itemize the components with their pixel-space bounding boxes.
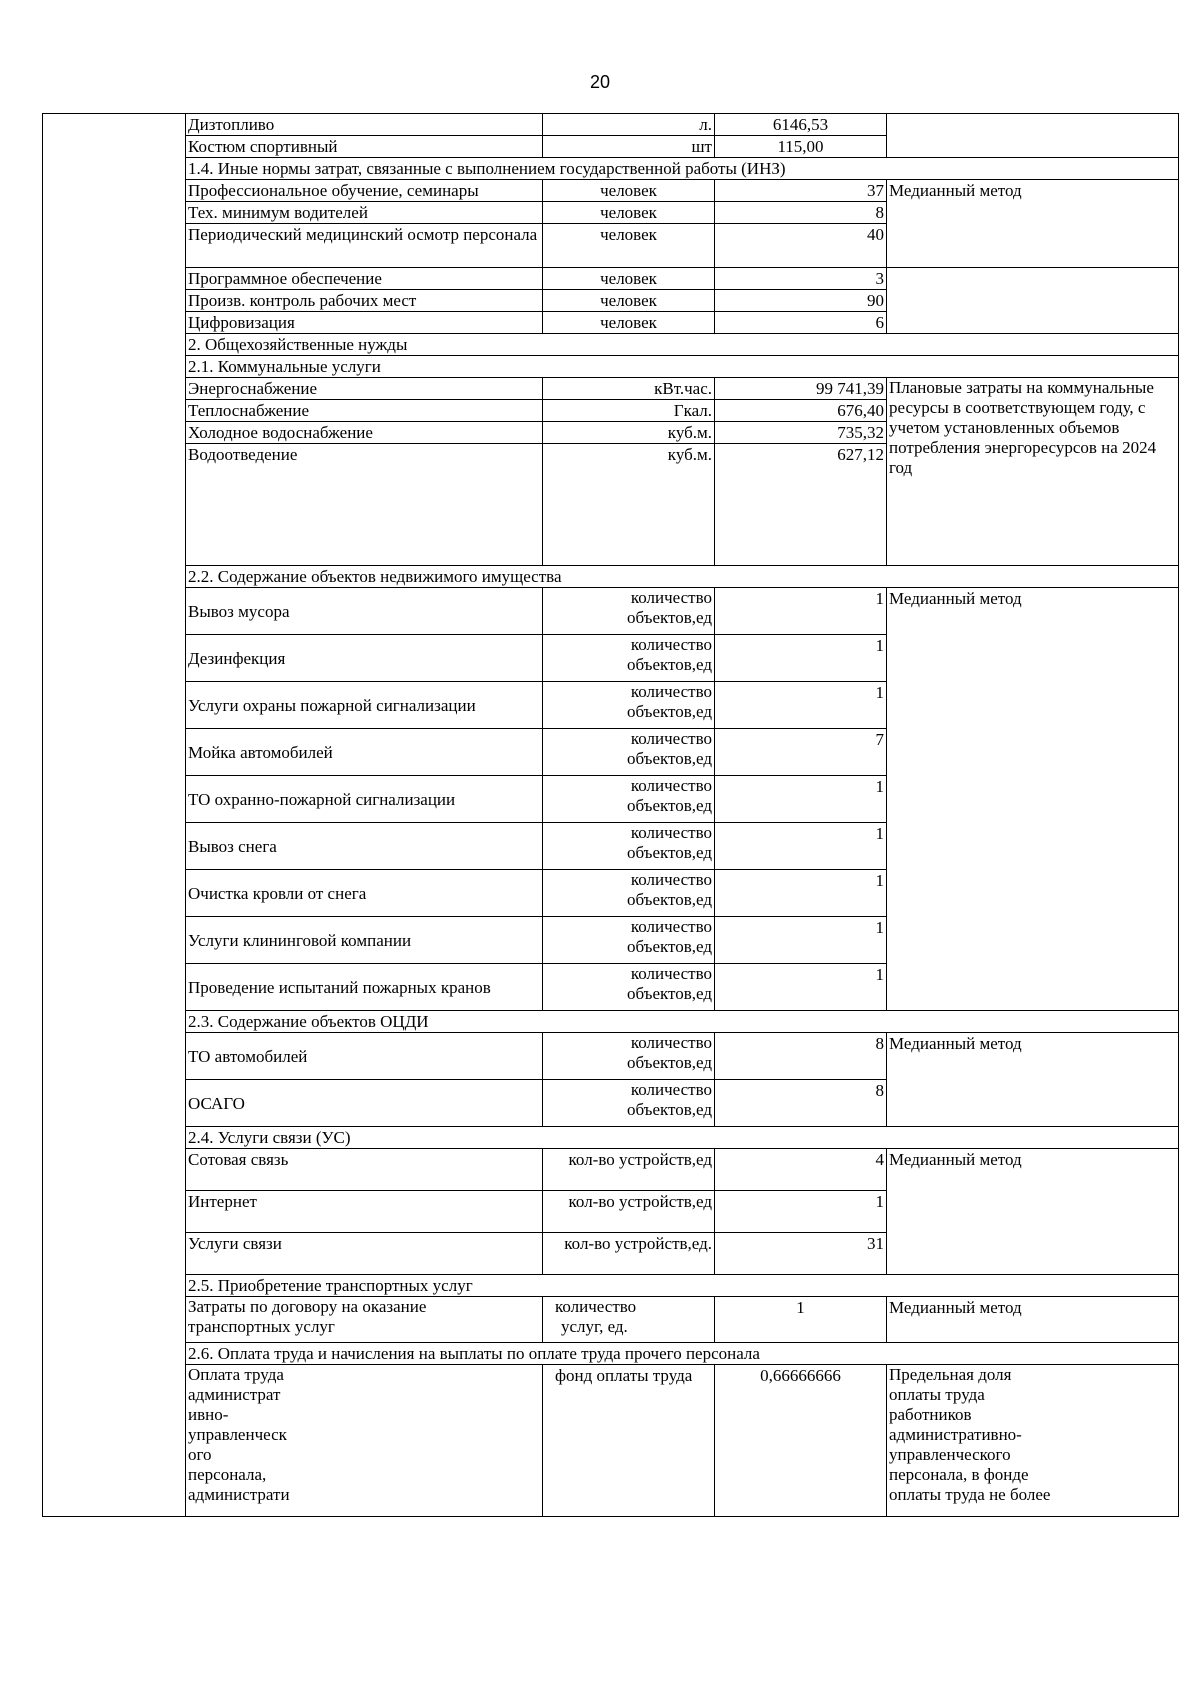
row-name: Профессиональное обучение, семинары <box>186 180 543 202</box>
unit-line: количество <box>555 1297 637 1316</box>
table-row <box>43 1365 1179 1517</box>
page-number: 20 <box>589 72 611 92</box>
row-value: 40 <box>715 224 887 268</box>
row-unit: кол-во устройств,ед. <box>543 1233 715 1275</box>
row-unit: человек <box>543 268 715 290</box>
unit-line: объектов,ед <box>626 702 712 721</box>
row-name: Цифровизация <box>186 312 543 334</box>
method-note: Медианный метод <box>887 1149 1179 1275</box>
row-name: Дизтопливо <box>186 114 543 136</box>
row-value: 676,40 <box>715 400 887 422</box>
section-title-2-5: 2.5. Приобретение транспортных услуг <box>186 1275 1179 1297</box>
name-line: управленческ <box>188 1425 287 1444</box>
row-name: Произв. контроль рабочих мест <box>186 290 543 312</box>
row-name: Теплоснабжение <box>186 400 543 422</box>
method-note: Медианный метод <box>887 1297 1179 1343</box>
row-unit <box>543 682 715 729</box>
row-unit: кол-во устройств,ед <box>543 1149 715 1191</box>
row-name: Периодический медицинский осмотр персонала <box>186 224 543 268</box>
row-unit: кВт.час. <box>543 378 715 400</box>
row-name: Дезинфекция <box>186 635 543 682</box>
row-name: Услуги связи <box>186 1233 543 1275</box>
note-line: Предельная доля <box>889 1365 1012 1384</box>
row-value: 6146,53 <box>715 114 887 136</box>
row-name: Услуги клининговой компании <box>186 917 543 964</box>
method-note: Медианный метод <box>887 180 1179 268</box>
section-header <box>43 356 1179 378</box>
row-value: 735,32 <box>715 422 887 444</box>
row-name: Сотовая связь <box>186 1149 543 1191</box>
row-value: 1 <box>715 917 887 964</box>
unit-line: количество <box>630 729 712 748</box>
row-unit: кол-во устройств,ед <box>543 1191 715 1233</box>
unit-line: услуг, ед. <box>561 1317 628 1336</box>
unit-line: количество <box>630 588 712 607</box>
unit-line: объектов,ед <box>626 796 712 815</box>
unit-line: количество <box>630 870 712 889</box>
unit-line: количество <box>630 1033 712 1052</box>
section-header <box>43 1127 1179 1149</box>
table-row <box>43 114 1179 136</box>
note-line: персонала, в фонде <box>889 1465 1029 1484</box>
row-value: 1 <box>715 964 887 1011</box>
row-value: 8 <box>715 1080 887 1127</box>
unit-line: количество <box>630 1080 712 1099</box>
section-title-2-1: 2.1. Коммунальные услуги <box>186 356 1179 378</box>
note-line: оплаты труда <box>889 1385 985 1404</box>
name-line: ивно- <box>188 1405 229 1424</box>
name-line: ого <box>188 1445 212 1464</box>
note-line: оплаты труда не более <box>889 1485 1051 1504</box>
row-name: Энергоснабжение <box>186 378 543 400</box>
row-unit: человек <box>543 180 715 202</box>
unit-line: количество <box>630 776 712 795</box>
name-line: персонала, <box>188 1465 267 1484</box>
section-header <box>43 1343 1179 1365</box>
row-unit <box>543 776 715 823</box>
table-row <box>43 1149 1179 1191</box>
unit-line: объектов,ед <box>626 984 712 1003</box>
unit-line: количество <box>630 917 712 936</box>
unit-line: количество <box>630 823 712 842</box>
norms-table <box>42 113 1179 1517</box>
row-name: Проведение испытаний пожарных кранов <box>186 964 543 1011</box>
row-value: 6 <box>715 312 887 334</box>
row-name: ТО охранно-пожарной сигнализации <box>186 776 543 823</box>
row-name <box>186 1297 543 1343</box>
note-line: управленческого <box>889 1445 1011 1464</box>
row-value: 1 <box>715 776 887 823</box>
unit-line: объектов,ед <box>626 749 712 768</box>
table-row <box>43 588 1179 635</box>
row-value: 1 <box>715 682 887 729</box>
row-unit: Гкал. <box>543 400 715 422</box>
row-value: 8 <box>715 1033 887 1080</box>
section-header <box>43 1011 1179 1033</box>
name-line: Затраты по договору на оказание <box>188 1297 427 1316</box>
row-name: Мойка автомобилей <box>186 729 543 776</box>
row-name: Костюм спортивный <box>186 136 543 158</box>
name-line: Оплата труда <box>188 1365 284 1384</box>
section-header <box>43 1275 1179 1297</box>
section-header <box>43 334 1179 356</box>
name-line: администрати <box>188 1485 290 1504</box>
row-unit: куб.м. <box>543 444 715 566</box>
row-value: 627,12 <box>715 444 887 566</box>
row-unit: человек <box>543 312 715 334</box>
unit-line: количество <box>630 964 712 983</box>
section-title-2-3: 2.3. Содержание объектов ОЦДИ <box>186 1011 1179 1033</box>
row-value: 31 <box>715 1233 887 1275</box>
row-value: 1 <box>715 588 887 635</box>
row-name: ОСАГО <box>186 1080 543 1127</box>
row-value: 1 <box>715 1191 887 1233</box>
section-title-2-6: 2.6. Оплата труда и начисления на выплаты по оплате труда прочего персонала <box>186 1343 1179 1365</box>
section-header <box>43 158 1179 180</box>
payroll-note <box>887 1365 1179 1517</box>
row-unit <box>543 964 715 1011</box>
row-unit <box>543 729 715 776</box>
table-row <box>43 180 1179 202</box>
row-value: 90 <box>715 290 887 312</box>
table-row <box>43 1297 1179 1343</box>
row-name: Вывоз мусора <box>186 588 543 635</box>
section-title-1-4: 1.4. Иные нормы затрат, связанные с выполнением государственной работы (ИНЗ) <box>186 158 1179 180</box>
unit-line: количество <box>630 635 712 654</box>
row-name: Тех. минимум водителей <box>186 202 543 224</box>
unit-line: количество <box>630 682 712 701</box>
row-note-empty <box>887 268 1179 334</box>
row-name: ТО автомобилей <box>186 1033 543 1080</box>
table-row <box>43 378 1179 400</box>
name-line: транспортных услуг <box>188 1317 335 1336</box>
section-title-2-4: 2.4. Услуги связи (УС) <box>186 1127 1179 1149</box>
row-unit <box>543 1080 715 1127</box>
row-value: 37 <box>715 180 887 202</box>
row-unit <box>543 870 715 917</box>
section-header <box>43 566 1179 588</box>
row-unit: человек <box>543 202 715 224</box>
unit-line: объектов,ед <box>626 937 712 956</box>
row-unit: шт <box>543 136 715 158</box>
utilities-note: Плановые затраты на коммунальные ресурсы в соответствующем году, с учетом установленных объемов потребления энергоресурсов на 2024 год <box>887 378 1179 566</box>
row-unit: человек <box>543 290 715 312</box>
row-value: 3 <box>715 268 887 290</box>
row-value: 99 741,39 <box>715 378 887 400</box>
table-row <box>43 1033 1179 1080</box>
unit-line: объектов,ед <box>626 1100 712 1119</box>
unit-line: объектов,ед <box>626 890 712 909</box>
row-value: 1 <box>715 635 887 682</box>
row-unit: л. <box>543 114 715 136</box>
row-unit: человек <box>543 224 715 268</box>
unit-line: объектов,ед <box>626 608 712 627</box>
row-unit <box>543 823 715 870</box>
row-unit <box>543 588 715 635</box>
method-note: Медианный метод <box>887 1033 1179 1127</box>
row-name: Интернет <box>186 1191 543 1233</box>
row-name: Услуги охраны пожарной сигнализации <box>186 682 543 729</box>
note-line: административно- <box>889 1425 1022 1444</box>
section-title-2-2: 2.2. Содержание объектов недвижимого имущества <box>186 566 1179 588</box>
row-name: Холодное водоснабжение <box>186 422 543 444</box>
row-unit <box>543 1297 715 1343</box>
row-name <box>186 1365 543 1517</box>
left-margin-column <box>43 114 186 1517</box>
row-name: Программное обеспечение <box>186 268 543 290</box>
row-unit <box>543 917 715 964</box>
row-name: Водоотведение <box>186 444 543 566</box>
row-unit <box>543 1033 715 1080</box>
row-value: 7 <box>715 729 887 776</box>
unit-line: объектов,ед <box>626 655 712 674</box>
row-note-empty <box>887 114 1179 158</box>
name-line: администрат <box>188 1385 281 1404</box>
row-value: 4 <box>715 1149 887 1191</box>
row-value: 1 <box>715 823 887 870</box>
row-unit: фонд оплаты труда <box>543 1365 715 1517</box>
row-value: 8 <box>715 202 887 224</box>
row-unit <box>543 635 715 682</box>
row-value: 1 <box>715 870 887 917</box>
method-note: Медианный метод <box>887 588 1179 1011</box>
unit-line: объектов,ед <box>626 843 712 862</box>
row-name: Вывоз снега <box>186 823 543 870</box>
table-row <box>43 268 1179 290</box>
row-value: 0,66666666 <box>715 1365 887 1517</box>
row-value: 115,00 <box>715 136 887 158</box>
note-line: работников <box>889 1405 972 1424</box>
section-title-2: 2. Общехозяйственные нужды <box>186 334 1179 356</box>
row-unit: куб.м. <box>543 422 715 444</box>
row-value: 1 <box>715 1297 887 1343</box>
row-name: Очистка кровли от снега <box>186 870 543 917</box>
unit-line: объектов,ед <box>626 1053 712 1072</box>
